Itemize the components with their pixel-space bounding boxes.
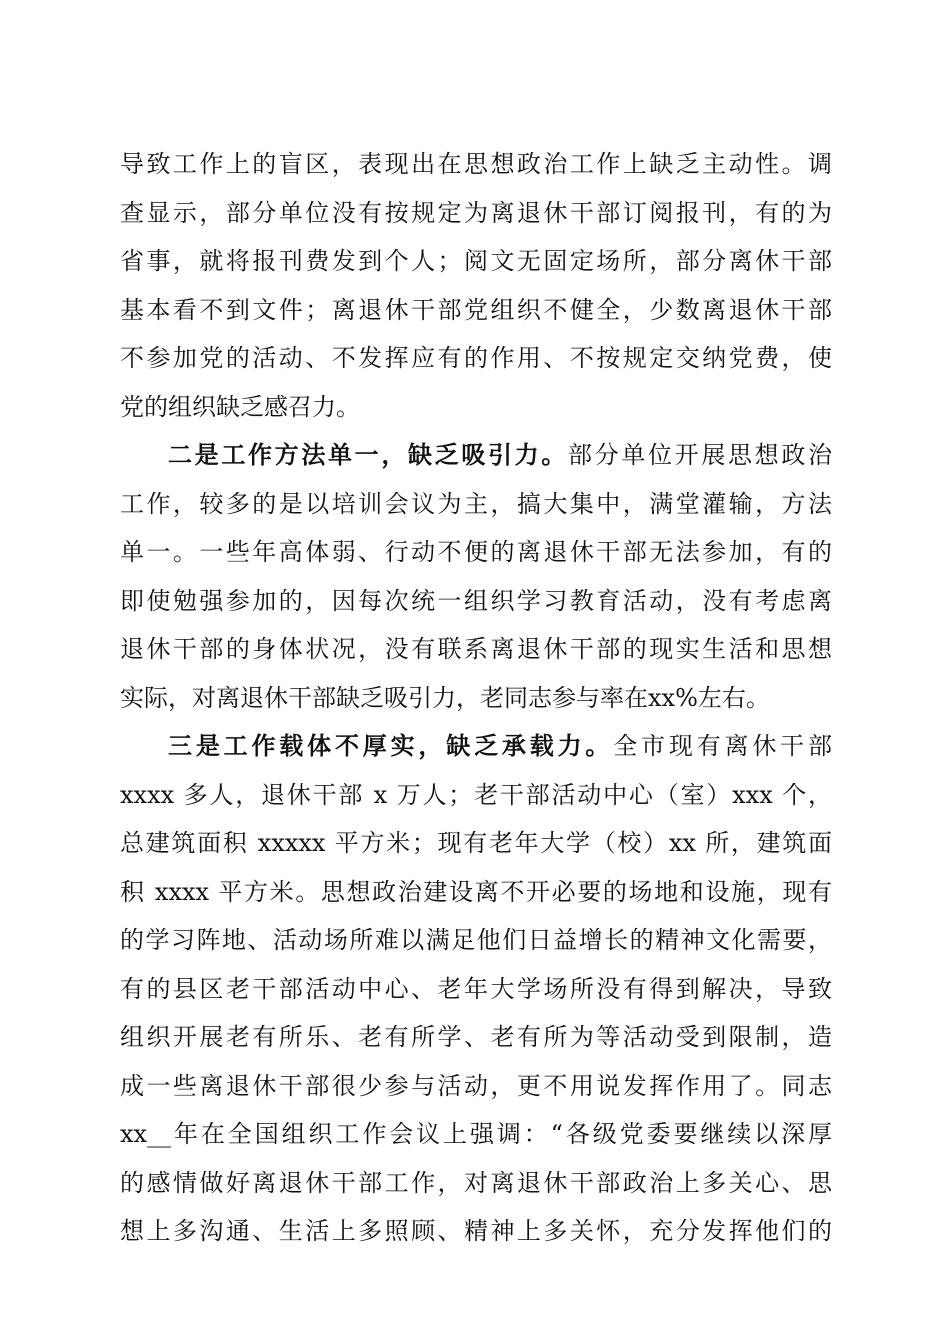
paragraph-2-line: 单一。一些年高体弱、行动不便的离退休干部无法参加，有的 xyxy=(120,538,832,566)
paragraph-1-line: 查显示，部分单位没有按规定为离退休干部订阅报刊，有的为 xyxy=(120,198,832,227)
paragraph-2-line: 实际，对离退休干部缺乏吸引力，老同志参与率在xx%左右。 xyxy=(120,683,770,712)
paragraph-3-line: 成一些离退休干部很少参与活动，更不用说发挥作用了。同志 xyxy=(120,1071,832,1100)
paragraph-3-line: 总建筑面积 xxxxx 平方米；现有老年大学（校）xx 所，建筑面 xyxy=(120,829,832,857)
paragraph-1-line: 省事，就将报刊费发到个人；阅文无固定场所，部分离休干部 xyxy=(120,247,832,275)
paragraph-1-line: 导致工作上的盲区，表现出在思想政治工作上缺乏主动性。调 xyxy=(120,150,832,178)
paragraph-1-line: 不参加党的活动、不发挥应有的作用、不按规定交纳党费，使 xyxy=(120,344,832,372)
paragraph-2-first-line-rest: 部分单位开展思想政治 xyxy=(568,441,832,469)
paragraph-3-lead: 三是工作载体不厚实，缺乏承载力。 xyxy=(168,731,614,760)
paragraph-3-first-line xyxy=(120,722,832,771)
paragraph-2-line: 退休干部的身体状况，没有联系离退休干部的现实生活和思想 xyxy=(120,635,832,663)
paragraph-2-first-line xyxy=(120,431,832,480)
paragraph-3-line: xxxx 多人，退休干部 x 万人；老干部活动中心（室）xxx 个， xyxy=(120,780,832,809)
paragraph-3-line: 的学习阵地、活动场所难以满足他们日益增长的精神文化需要， xyxy=(120,926,832,954)
paragraph-3-line: 组织开展老有所乐、老有所学、老有所为等活动受到限制，造 xyxy=(120,1023,832,1051)
paragraph-2-lead: 二是工作方法单一，缺乏吸引力。 xyxy=(168,440,568,469)
paragraph-3-line: xx__年在全国组织工作会议上强调：“各级党委要继续以深厚 xyxy=(120,1120,832,1148)
paragraph-1-line: 基本看不到文件；离退休干部党组织不健全，少数离退休干部 xyxy=(120,295,832,324)
paragraph-3-line: 想上多沟通、生活上多照顾、精神上多关怀，充分发挥他们的 xyxy=(120,1217,832,1245)
paragraph-2-line: 工作，较多的是以培训会议为主，搞大集中，满堂灌输，方法 xyxy=(120,489,832,518)
paragraph-3-line: 有的县区老干部活动中心、老年大学场所没有得到解决，导致 xyxy=(120,974,832,1003)
document-body xyxy=(120,140,832,1256)
paragraph-3-line: 积 xxxx 平方米。思想政治建设离不开必要的场地和设施，现有 xyxy=(120,877,832,906)
paragraph-2-line: 即使勉强参加的，因每次统一组织学习教育活动，没有考虑离 xyxy=(120,586,832,615)
paragraph-1-line: 党的组织缺乏感召力。 xyxy=(120,392,360,421)
paragraph-3-line: 的感情做好离退休干部工作，对离退休干部政治上多关心、思 xyxy=(120,1168,832,1197)
paragraph-3-first-line-rest: 全市现有离休干部 xyxy=(613,732,832,760)
